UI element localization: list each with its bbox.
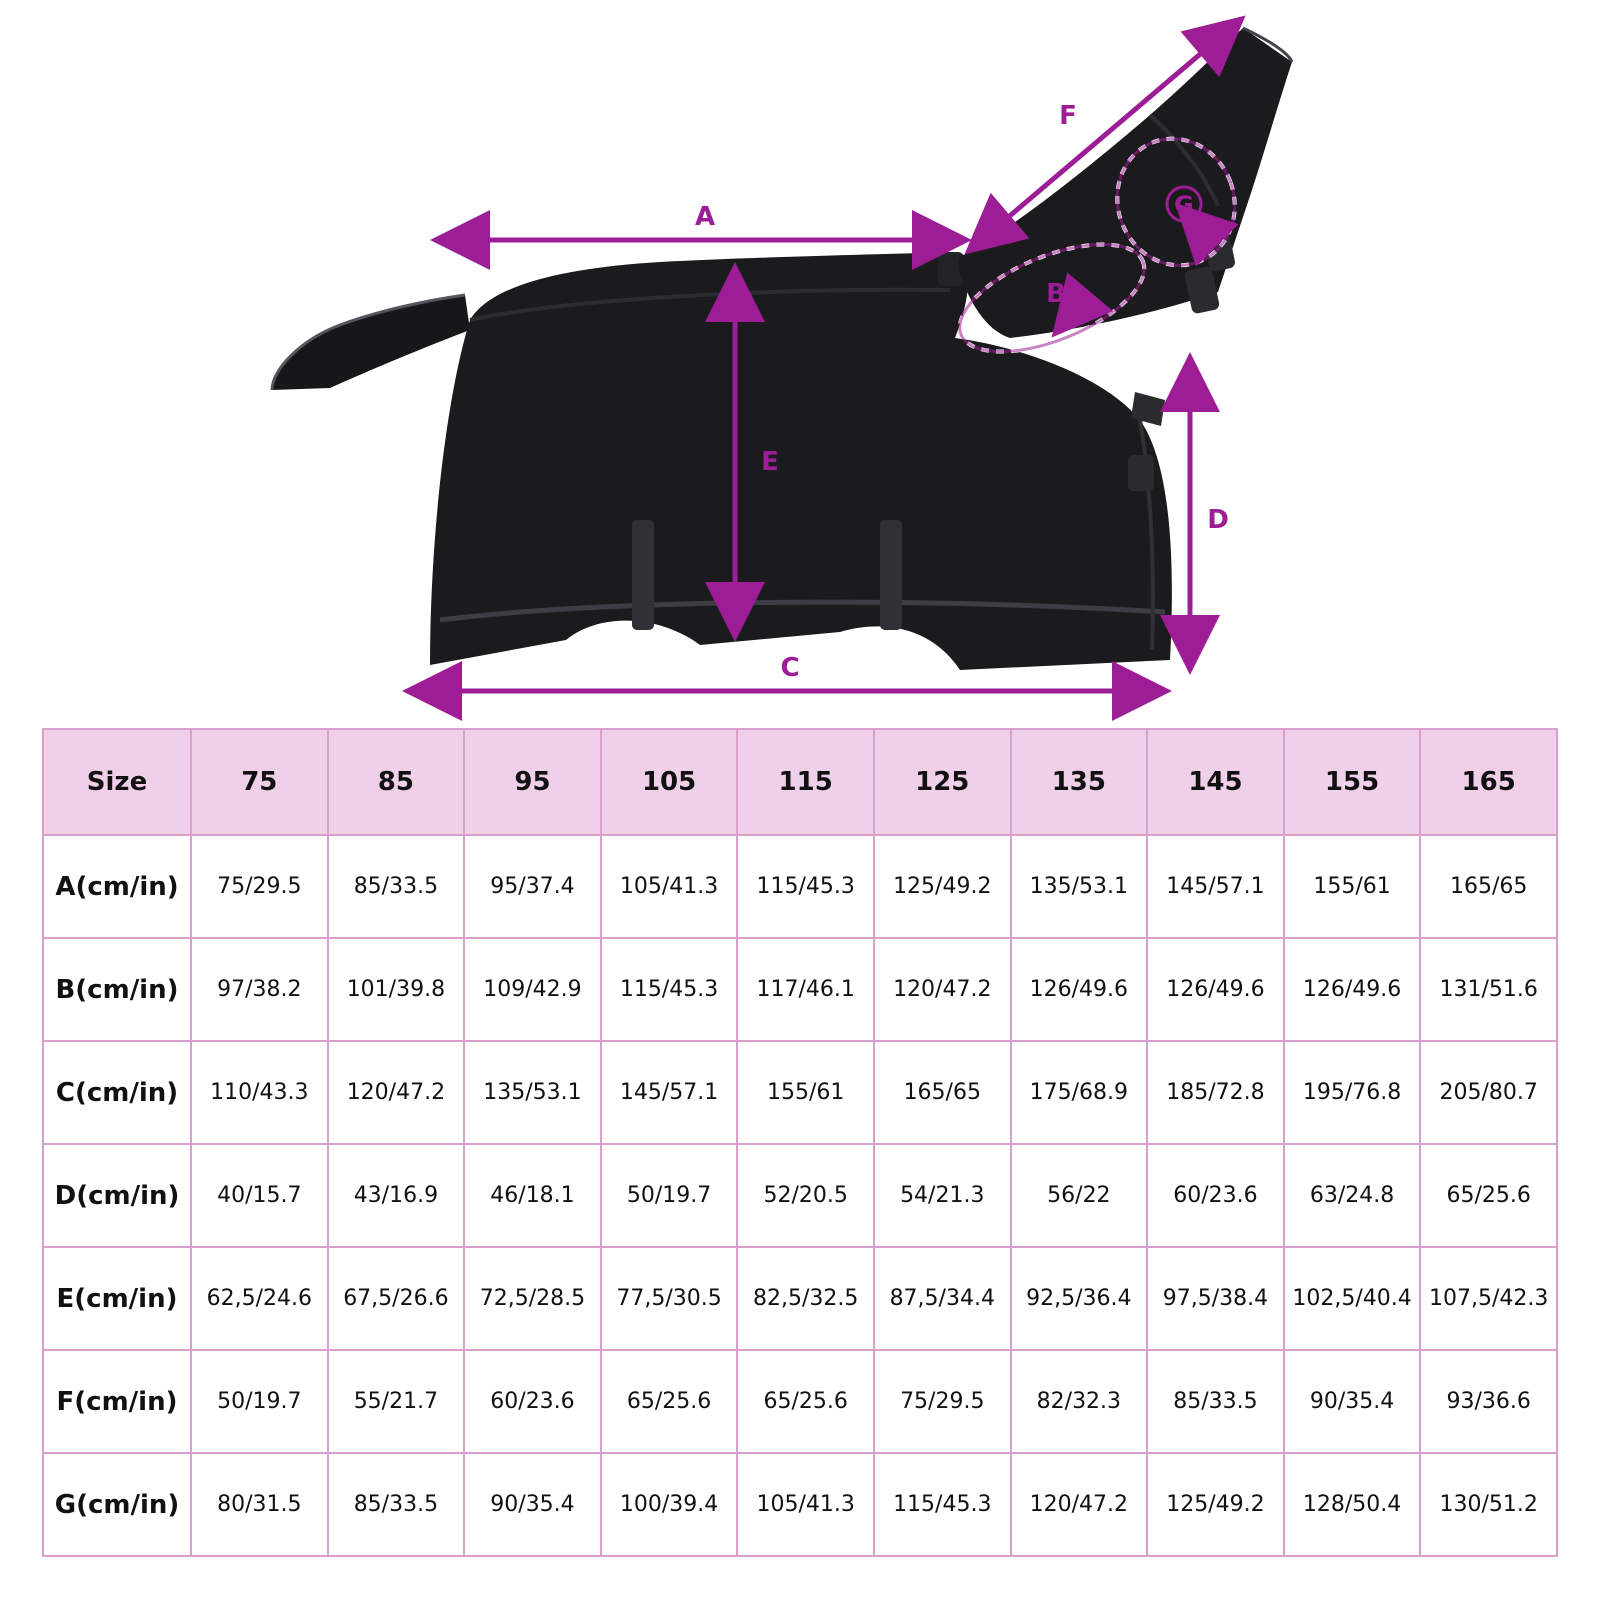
table-cell: 75/29.5 — [874, 1350, 1011, 1453]
table-cell: 125/49.2 — [874, 835, 1011, 938]
table-cell: 72,5/28.5 — [464, 1247, 601, 1350]
table-cell: 155/61 — [1284, 835, 1421, 938]
table-cell: 97,5/38.4 — [1147, 1247, 1284, 1350]
table-cell: 165/65 — [874, 1041, 1011, 1144]
row-header: E(cm/in) — [43, 1247, 191, 1350]
table-cell: 100/39.4 — [601, 1453, 738, 1556]
table-cell: 56/22 — [1011, 1144, 1148, 1247]
table-cell: 50/19.7 — [191, 1350, 328, 1453]
table-cell: 46/18.1 — [464, 1144, 601, 1247]
table-cell: 105/41.3 — [601, 835, 738, 938]
table-cell: 65/25.6 — [1420, 1144, 1557, 1247]
table-cell: 80/31.5 — [191, 1453, 328, 1556]
table-cell: 115/45.3 — [737, 835, 874, 938]
column-header: 165 — [1420, 729, 1557, 835]
table-cell: 40/15.7 — [191, 1144, 328, 1247]
measure-c-label: C — [780, 653, 800, 683]
table-cell: 85/33.5 — [328, 835, 465, 938]
table-cell: 125/49.2 — [1147, 1453, 1284, 1556]
table-cell: 77,5/30.5 — [601, 1247, 738, 1350]
table-cell: 101/39.8 — [328, 938, 465, 1041]
table-row — [43, 1453, 1557, 1556]
table-cell: 115/45.3 — [601, 938, 738, 1041]
column-header: 115 — [737, 729, 874, 835]
table-row — [43, 1144, 1557, 1247]
table-cell: 85/33.5 — [328, 1453, 465, 1556]
column-header: 125 — [874, 729, 1011, 835]
measure-d — [1190, 362, 1229, 665]
table-cell: 205/80.7 — [1420, 1041, 1557, 1144]
table-cell: 130/51.2 — [1420, 1453, 1557, 1556]
table-header-row — [43, 729, 1557, 835]
size-table-wrapper — [42, 728, 1558, 1557]
column-header: 85 — [328, 729, 465, 835]
table-cell: 185/72.8 — [1147, 1041, 1284, 1144]
row-header: D(cm/in) — [43, 1144, 191, 1247]
column-header: 75 — [191, 729, 328, 835]
table-cell: 110/43.3 — [191, 1041, 328, 1144]
table-cell: 120/47.2 — [328, 1041, 465, 1144]
table-cell: 126/49.6 — [1011, 938, 1148, 1041]
product-diagram — [0, 0, 1600, 725]
column-header: 135 — [1011, 729, 1148, 835]
table-cell: 90/35.4 — [464, 1453, 601, 1556]
table-cell: 62,5/24.6 — [191, 1247, 328, 1350]
table-cell: 126/49.6 — [1147, 938, 1284, 1041]
table-cell: 105/41.3 — [737, 1453, 874, 1556]
table-cell: 65/25.6 — [601, 1350, 738, 1453]
column-header: 155 — [1284, 729, 1421, 835]
row-header: F(cm/in) — [43, 1350, 191, 1453]
table-cell: 93/36.6 — [1420, 1350, 1557, 1453]
table-cell: 115/45.3 — [874, 1453, 1011, 1556]
table-cell: 90/35.4 — [1284, 1350, 1421, 1453]
table-cell: 92,5/36.4 — [1011, 1247, 1148, 1350]
table-cell: 75/29.5 — [191, 835, 328, 938]
table-cell: 145/57.1 — [1147, 835, 1284, 938]
measure-a-label: A — [694, 202, 716, 232]
table-cell: 175/68.9 — [1011, 1041, 1148, 1144]
table-cell: 155/61 — [737, 1041, 874, 1144]
table-cell: 60/23.6 — [464, 1350, 601, 1453]
table-row — [43, 1041, 1557, 1144]
table-cell: 145/57.1 — [601, 1041, 738, 1144]
table-cell: 97/38.2 — [191, 938, 328, 1041]
row-header: A(cm/in) — [43, 835, 191, 938]
measure-e-label: E — [761, 447, 779, 477]
table-cell: 54/21.3 — [874, 1144, 1011, 1247]
table-cell: 195/76.8 — [1284, 1041, 1421, 1144]
table-cell: 126/49.6 — [1284, 938, 1421, 1041]
table-cell: 135/53.1 — [1011, 835, 1148, 938]
table-row — [43, 938, 1557, 1041]
measure-a — [440, 202, 962, 240]
table-cell: 165/65 — [1420, 835, 1557, 938]
row-header: G(cm/in) — [43, 1453, 191, 1556]
measure-g-label: G — [1174, 191, 1194, 219]
size-table — [42, 728, 1558, 1557]
table-cell: 52/20.5 — [737, 1144, 874, 1247]
table-cell: 107,5/42.3 — [1420, 1247, 1557, 1350]
measure-f-label: F — [1059, 101, 1077, 131]
table-cell: 43/16.9 — [328, 1144, 465, 1247]
table-cell: 128/50.4 — [1284, 1453, 1421, 1556]
row-header: B(cm/in) — [43, 938, 191, 1041]
measure-d-label: D — [1207, 505, 1229, 535]
table-cell: 117/46.1 — [737, 938, 874, 1041]
table-cell: 135/53.1 — [464, 1041, 601, 1144]
table-cell: 55/21.7 — [328, 1350, 465, 1453]
column-header: 105 — [601, 729, 738, 835]
table-cell: 131/51.6 — [1420, 938, 1557, 1041]
table-cell: 120/47.2 — [874, 938, 1011, 1041]
table-cell: 82/32.3 — [1011, 1350, 1148, 1453]
table-row — [43, 1350, 1557, 1453]
column-header: 95 — [464, 729, 601, 835]
table-cell: 102,5/40.4 — [1284, 1247, 1421, 1350]
table-cell: 120/47.2 — [1011, 1453, 1148, 1556]
neck-cover-shape — [958, 28, 1292, 338]
table-row — [43, 835, 1557, 938]
column-header: Size — [43, 729, 191, 835]
table-cell: 87,5/34.4 — [874, 1247, 1011, 1350]
table-cell: 50/19.7 — [601, 1144, 738, 1247]
table-cell: 95/37.4 — [464, 835, 601, 938]
table-row — [43, 1247, 1557, 1350]
row-header: C(cm/in) — [43, 1041, 191, 1144]
table-cell: 109/42.9 — [464, 938, 601, 1041]
table-cell: 67,5/26.6 — [328, 1247, 465, 1350]
table-cell: 65/25.6 — [737, 1350, 874, 1453]
column-header: 145 — [1147, 729, 1284, 835]
table-cell: 63/24.8 — [1284, 1144, 1421, 1247]
table-cell: 85/33.5 — [1147, 1350, 1284, 1453]
measure-b-label: B — [1046, 279, 1066, 309]
table-cell: 60/23.6 — [1147, 1144, 1284, 1247]
table-cell: 82,5/32.5 — [737, 1247, 874, 1350]
